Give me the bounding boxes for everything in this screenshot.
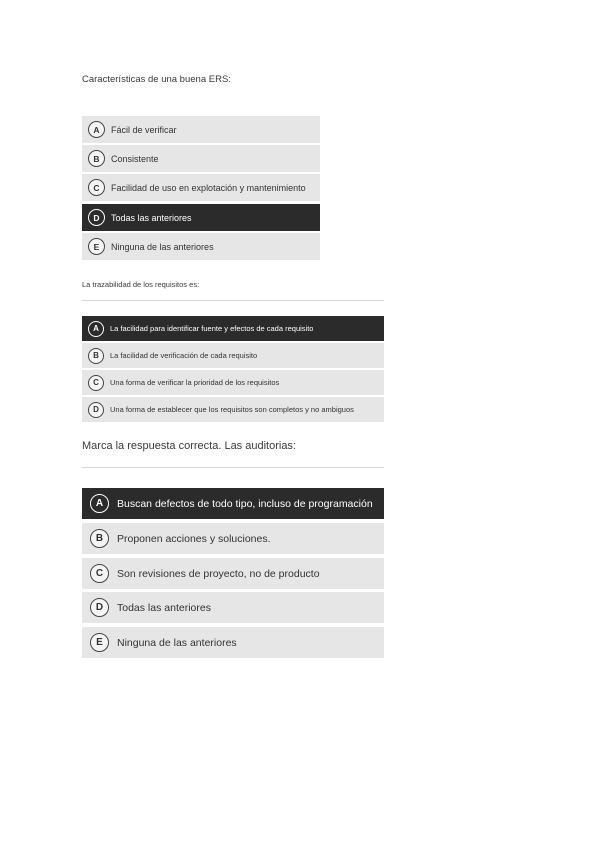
- option-label: Ninguna de las anteriores: [111, 241, 214, 252]
- option-label: Una forma de verificar la prioridad de los requisitos: [110, 378, 280, 387]
- option-label: Ninguna de las anteriores: [117, 636, 237, 649]
- option-letter-badge: B: [88, 150, 105, 167]
- option-letter-badge: E: [90, 633, 109, 652]
- option-d[interactable]: [82, 592, 384, 623]
- question-text: Características de una buena ERS:: [82, 74, 231, 85]
- option-a[interactable]: [82, 116, 320, 143]
- option-d[interactable]: [82, 204, 320, 231]
- option-e[interactable]: [82, 627, 384, 658]
- option-c[interactable]: [82, 558, 384, 589]
- option-label: Facilidad de uso en explotación y mantenimiento: [111, 182, 306, 193]
- option-letter-badge: A: [90, 494, 109, 513]
- option-letter-badge: D: [88, 209, 105, 226]
- option-d[interactable]: [82, 397, 384, 422]
- option-e[interactable]: [82, 233, 320, 260]
- question-2: [82, 280, 199, 289]
- option-c[interactable]: [82, 370, 384, 395]
- question-1: [82, 74, 231, 85]
- option-letter-badge: A: [88, 321, 104, 337]
- option-letter-badge: D: [90, 598, 109, 617]
- option-label: Todas las anteriores: [111, 212, 192, 223]
- option-label: Buscan defectos de todo tipo, incluso de programación: [117, 497, 373, 510]
- divider: [82, 467, 384, 468]
- option-label: Una forma de establecer que los requisitos son completos y no ambiguos: [110, 405, 354, 414]
- option-label: Son revisiones de proyecto, no de producto: [117, 567, 320, 580]
- option-letter-badge: D: [88, 402, 104, 418]
- question-3: [82, 440, 296, 452]
- option-letter-badge: C: [88, 375, 104, 391]
- option-b[interactable]: [82, 523, 384, 554]
- option-letter-badge: E: [88, 238, 105, 255]
- option-label: Todas las anteriores: [117, 601, 211, 614]
- question-text: Marca la respuesta correcta. Las auditorias:: [82, 440, 296, 452]
- divider: [82, 300, 384, 301]
- question-text: La trazabilidad de los requisitos es:: [82, 280, 200, 289]
- option-letter-badge: A: [88, 121, 105, 138]
- option-label: Fácil de verificar: [111, 124, 177, 135]
- option-a[interactable]: [82, 488, 384, 519]
- option-b[interactable]: [82, 343, 384, 368]
- option-label: Proponen acciones y soluciones.: [117, 532, 271, 545]
- option-c[interactable]: [82, 174, 320, 201]
- option-a[interactable]: [82, 316, 384, 341]
- option-label: La facilidad de verificación de cada requisito: [110, 351, 258, 360]
- option-letter-badge: B: [90, 529, 109, 548]
- option-letter-badge: C: [88, 179, 105, 196]
- option-label: Consistente: [111, 153, 159, 164]
- option-letter-badge: B: [88, 348, 104, 364]
- option-b[interactable]: [82, 145, 320, 172]
- option-letter-badge: C: [90, 564, 109, 583]
- option-label: La facilidad para identificar fuente y efectos de cada requisito: [110, 324, 314, 333]
